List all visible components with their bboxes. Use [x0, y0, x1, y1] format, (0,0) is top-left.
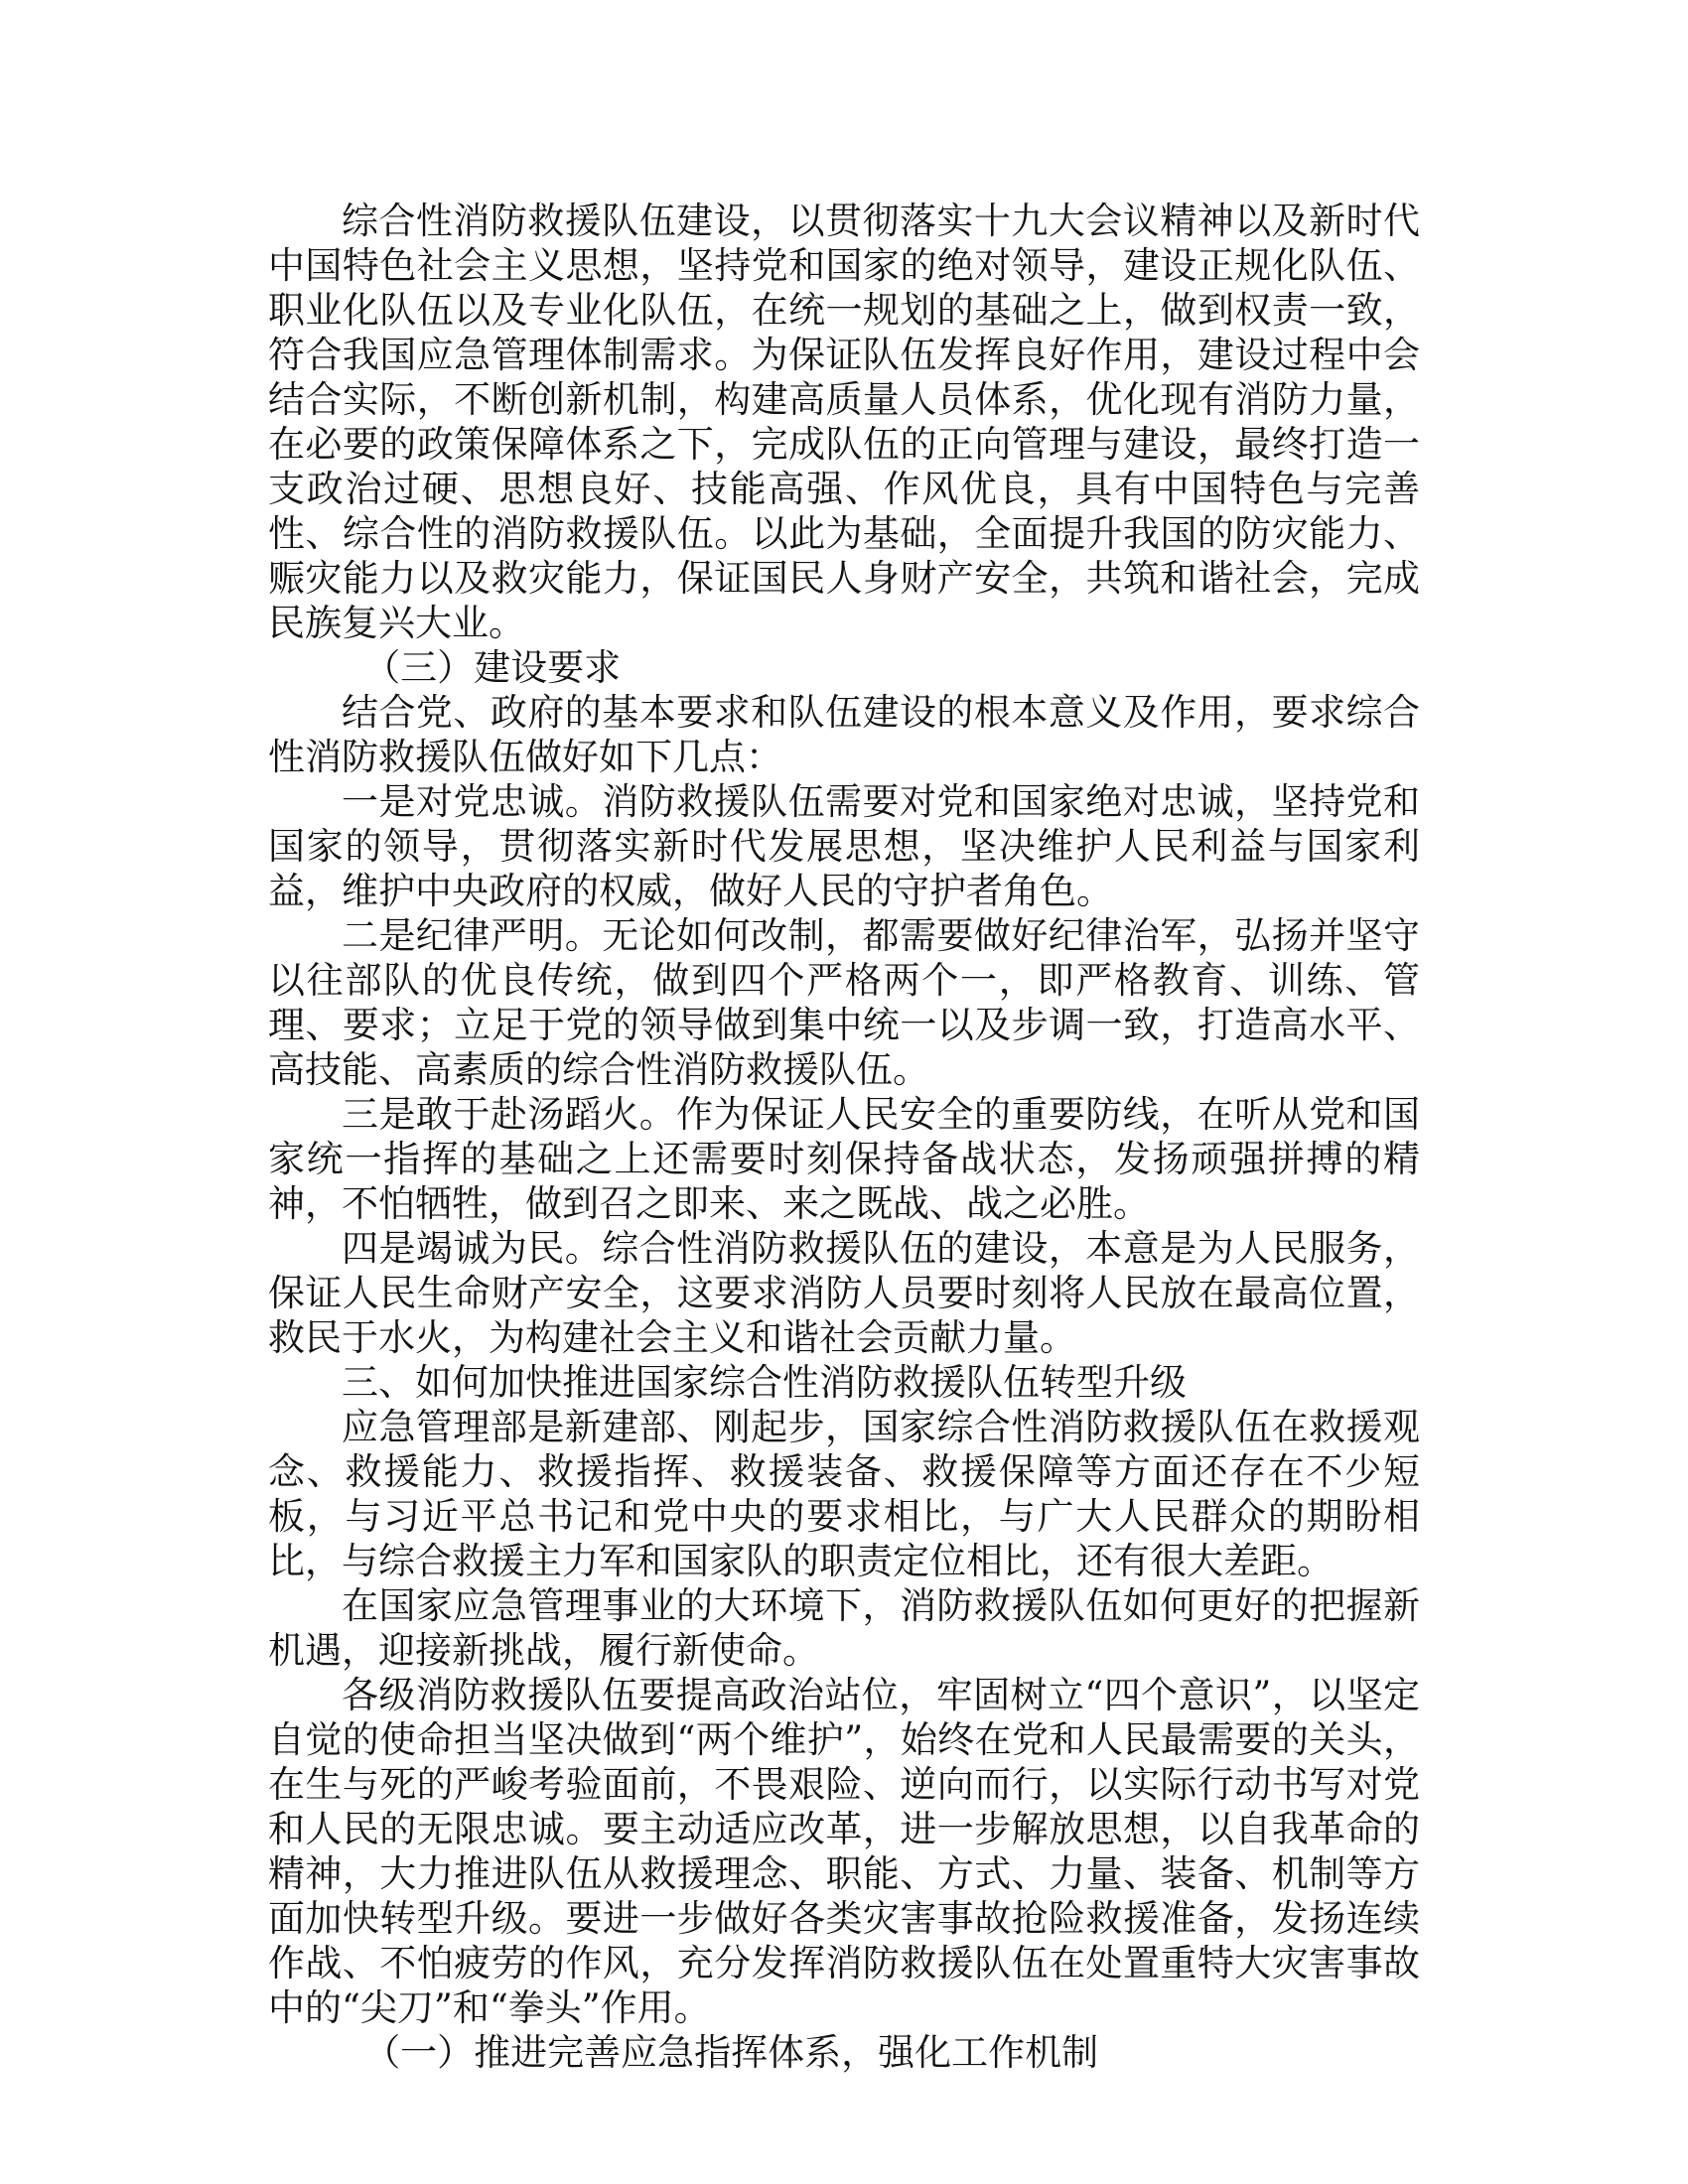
paragraph-courage: 三是敢于赴汤蹈火。作为保证人民安全的重要防线，在听从党和国家统一指挥的基础之上还需要时刻保持备战状态，发扬顽强拼搏的精神，不怕牺牲，做到召之即来、来之既战、战之必胜。 [268, 1093, 1420, 1225]
section-heading-requirements: （三）建设要求 [363, 646, 622, 689]
paragraph-serve-people: 四是竭诚为民。综合性消防救援队伍的建设，本意是为人民服务，保证人民生命财产安全，这要求消防人员要时刻将人民放在最高位置，救民于水火，为构建社会主义和谐社会贡献力量。 [268, 1227, 1420, 1359]
paragraph-discipline: 二是纪律严明。无论如何改制，都需要做好纪律治军，弘扬并坚守以往部队的优良传统，做到四个严格两个一，即严格教育、训练、管理、要求；立足于党的领导做到集中统一以及步调一致，打造高水平、高技能、高素质的综合性消防救援队伍。 [268, 914, 1420, 1091]
paragraph-team-building-overview: 综合性消防救援队伍建设，以贯彻落实十九大会议精神以及新时代中国特色社会主义思想，坚持党和国家的绝对领导，建设正规化队伍、职业化队伍以及专业化队伍，在统一规划的基础之上，做到权责一致，符合我国应急管理体制需求。为保证队伍发挥良好作用，建设过程中会结合实际，不断创新机制，构建高质量人员体系，优化现有消防力量，在必要的政策保障体系之下，完成队伍的正向管理与建设，最终打造一支政治过硬、思想良好、技能高强、作风优良，具有中国特色与完善性、综合性的消防救援队伍。以此为基础，全面提升我国的防灾能力、赈灾能力以及救灾能力，保证国民人身财产安全，共筑和谐社会，完成民族复兴大业。 [268, 200, 1420, 644]
paragraph-new-opportunities: 在国家应急管理事业的大环境下，消防救援队伍如何更好的把握新机遇，迎接新挑战，履行新使命。 [268, 1584, 1420, 1672]
paragraph-political-standing: 各级消防救援队伍要提高政治站位，牢固树立“四个意识”，以坚定自觉的使命担当坚决做到“两个维护”，始终在党和人民最需要的关头，在生与死的严峻考验面前，不畏艰险、逆向而行，以实际行动书写对党和人民的无限忠诚。要主动适应改革，进一步解放思想，以自我革命的精神，大力推进队伍从救援理念、职能、方式、力量、装备、机制等方面加快转型升级。要进一步做好各类灾害事故抢险救援准备，发扬连续作战、不怕疲劳的作风，充分发挥消防救援队伍在处置重特大灾害事故中的“尖刀”和“拳头”作用。 [268, 1674, 1420, 2029]
document-body [268, 199, 1420, 2075]
paragraph-requirements-intro: 结合党、政府的基本要求和队伍建设的根本意义及作用，要求综合性消防救援队伍做好如下几点： [268, 691, 1420, 778]
section-heading-transformation: 三、如何加快推进国家综合性消防救援队伍转型升级 [342, 1361, 1187, 1404]
section-heading-command-system: （一）推进完善应急指挥体系，强化工作机制 [363, 2031, 1099, 2074]
paragraph-shortcomings: 应急管理部是新建部、刚起步，国家综合性消防救援队伍在救援观念、救援能力、救援指挥、救援装备、救援保障等方面还存在不少短板，与习近平总书记和党中央的要求相比，与广大人民群众的期盼相比，与综合救援主力军和国家队的职责定位相比，还有很大差距。 [268, 1406, 1420, 1582]
paragraph-loyalty: 一是对党忠诚。消防救援队伍需要对党和国家绝对忠诚，坚持党和国家的领导，贯彻落实新时代发展思想，坚决维护人民利益与国家利益，维护中央政府的权威，做好人民的守护者角色。 [268, 780, 1420, 912]
